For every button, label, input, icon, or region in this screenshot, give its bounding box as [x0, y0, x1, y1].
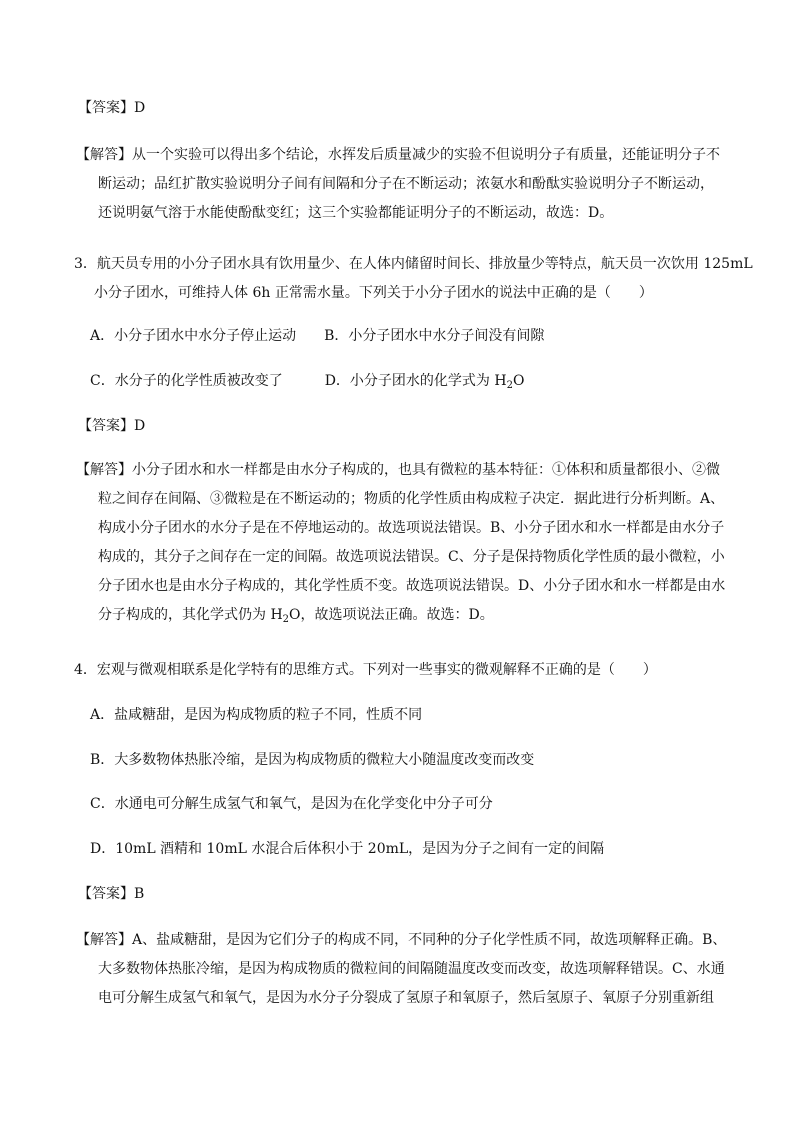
option-text: A．盐咸糖甜，是因为构成物质的粒子不同，性质不同	[90, 707, 423, 723]
text-line: 【答案】D	[78, 418, 146, 434]
text-line: 构成的，其分子之间存在一定的间隔。故选项说法错误。C、分子是保持物质化学性质的最小微粒，小	[98, 549, 725, 565]
text-line: 断运动；品红扩散实验说明分子间有间隔和分子在不断运动；浓氨水和酚酞实验说明分子不断运动，	[98, 176, 714, 192]
text-line: 4．宏观与微观相联系是化学特有的思维方式。下列对一些事实的微观解释不正确的是（ ）	[74, 662, 657, 678]
answer-label	[78, 412, 728, 441]
option-d	[90, 835, 740, 864]
options-row	[90, 322, 740, 351]
text-line: 电可分解生成氢气和氧气，是因为水分子分裂成了氢原子和氧原子，然后氢原子、氧原子分别重新组	[98, 990, 714, 1006]
text-line: 粒之间存在间隔、③微粒是在不断运动的；物质的化学性质由构成粒子决定．据此进行分析判断。A、	[98, 491, 725, 507]
text-line: 【答案】D	[78, 100, 146, 116]
option-c	[90, 790, 740, 819]
option-text: D．10mL 酒精和 10mL 水混合后体积小于 20mL，是因为分子之间有一定的间隔	[90, 841, 605, 857]
question-stem	[74, 250, 753, 308]
text-line: 【解答】A、盐咸糖甜，是因为它们分子的构成不同，不同种的分子化学性质不同，故选项解释正确。B、	[76, 932, 727, 948]
text-line: 分子构成的，其化学式仍为 $H_2O$，故选项说法正确。故选：D。	[98, 607, 494, 625]
solution-paragraph	[78, 926, 728, 1013]
text-line: 还说明氨气溶于水能使酚酞变红；这三个实验都能证明分子的不断运动，故选：D。	[98, 205, 614, 221]
text-line: 【解答】从一个实验可以得出多个结论，水挥发后质量减少的实验不但说明分子有质量，还能证明分子不	[76, 147, 720, 163]
option-text: C．水分子的化学性质被改变了 D．小分子团水的化学式为 $H_2O$	[90, 373, 525, 391]
option-text: C．水通电可分解生成氢气和氧气，是因为在化学变化中分子可分	[90, 796, 493, 812]
text-line: 【解答】小分子团水和水一样都是由水分子构成的，也具有微粒的基本特征：①体积和质量都很小、②微	[76, 462, 720, 478]
option-text: B．大多数物体热胀冷缩，是因为构成物质的微粒大小随温度改变而改变	[90, 752, 535, 768]
option-a	[90, 701, 740, 730]
text-line: 大多数物体热胀冷缩，是因为构成物质的微粒间的间隔随温度改变而改变，故选项解释错误。C、水通	[98, 961, 725, 977]
text-line: 分子团水也是由水分子构成的，其化学性质不变。故选项说法错误。D、小分子团水和水一样都是由水	[98, 578, 726, 594]
answer-label	[78, 880, 728, 909]
text-line: 3．航天员专用的小分子团水具有饮用量少、在人体内储留时间长、排放量少等特点，航天员一次饮用 125mL	[74, 256, 753, 272]
question-stem	[74, 656, 724, 685]
solution-paragraph	[78, 456, 728, 630]
text-line: 小分子团水，可维持人体 6h 正常需水量。下列关于小分子团水的说法中正确的是（ ）	[94, 285, 653, 301]
option-text: A．小分子团水中水分子停止运动 B．小分子团水中水分子间没有间隙	[90, 328, 545, 344]
text-line: 【答案】B	[78, 886, 145, 902]
text-line: 构成小分子团水的水分子是在不停地运动的。故选项说法错误。B、小分子团水和水一样都是由水分子	[98, 520, 725, 536]
answer-label	[78, 94, 728, 123]
options-row	[90, 367, 740, 396]
option-b	[90, 746, 740, 775]
solution-paragraph	[78, 141, 728, 228]
